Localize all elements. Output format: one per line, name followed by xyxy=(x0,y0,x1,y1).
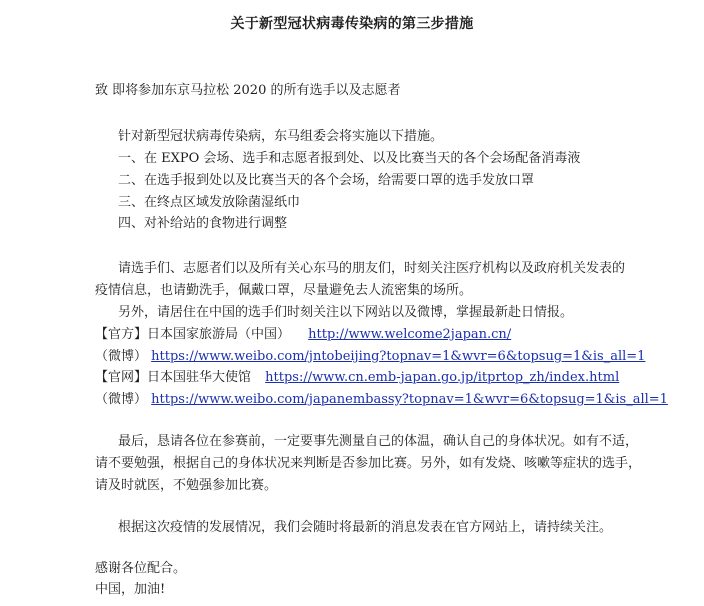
paragraph-4-line-2: 请不要勉强，根据自己的身体状况来判断是否参加比赛。另外，如有发烧、咳嗽等症状的选手， xyxy=(95,456,642,471)
paragraph-3: 另外，请居住在中国的选手们时刻关注以下网站以及微博，掌握最新赴日情报。 xyxy=(118,305,574,320)
link-row-tourism-weibo xyxy=(95,348,645,366)
link-row-official-tourism xyxy=(95,326,511,344)
embassy-site-link[interactable]: https://www.cn.emb-japan.go.jp/itprtop_zh/index.html xyxy=(265,370,620,385)
paragraph-5: 根据这次疫情的发展情况，我们会随时将最新的消息发表在官方网站上，请持续关注。 xyxy=(118,520,613,535)
measure-item-4: 四、对补给站的食物进行调整 xyxy=(118,216,288,231)
closing-thanks: 感谢各位配合。 xyxy=(95,561,187,576)
link-label: （微博） xyxy=(95,349,148,364)
link-row-embassy xyxy=(95,369,619,387)
measure-item-2: 二、在选手报到处以及比赛当天的各个会场，给需要口罩的选手发放口罩 xyxy=(118,173,535,188)
embassy-weibo-link[interactable]: https://www.weibo.com/japanembassy?topnav=1&wvr=6&topsug=1&is_all=1 xyxy=(151,392,668,407)
closing-cheer: 中国，加油! xyxy=(95,582,166,597)
tourism-site-link[interactable]: http://www.welcome2japan.cn/ xyxy=(308,327,512,342)
document-title: 关于新型冠状病毒传染病的第三步措施 xyxy=(230,16,474,32)
measure-item-1: 一、在 EXPO 会场、选手和志愿者报到处、以及比赛当天的各个会场配备消毒液 xyxy=(118,151,581,166)
link-row-embassy-weibo xyxy=(95,391,668,409)
link-label: 【官方】日本国家旅游局（中国） xyxy=(95,327,291,342)
tourism-weibo-link[interactable]: https://www.weibo.com/jntobeijing?topnav=1&wvr=6&topsug=1&is_all=1 xyxy=(151,349,646,364)
paragraph-2-line-2: 疫情信息，也请勤洗手，佩戴口罩，尽量避免去人流密集的场所。 xyxy=(95,283,473,298)
paragraph-2-line-1: 请选手们、志愿者们以及所有关心东马的朋友们，时刻关注医疗机构以及政府机关发表的 xyxy=(118,261,626,276)
link-label: （微博） xyxy=(95,392,148,407)
salutation: 致 即将参加东京马拉松 2020 的所有选手以及志愿者 xyxy=(95,83,401,98)
intro-line: 针对新型冠状病毒传染病，东马组委会将实施以下措施。 xyxy=(118,129,444,144)
link-label: 【官网】日本国驻华大使馆 xyxy=(95,370,252,385)
paragraph-4-line-3: 请及时就医，不勉强参加比赛。 xyxy=(95,478,278,493)
paragraph-4-line-1: 最后，恳请各位在参赛前，一定要事先测量自己的体温，确认自己的身体状况。如有不适， xyxy=(118,434,639,449)
measure-item-3: 三、在终点区域发放除菌湿纸巾 xyxy=(118,195,301,210)
